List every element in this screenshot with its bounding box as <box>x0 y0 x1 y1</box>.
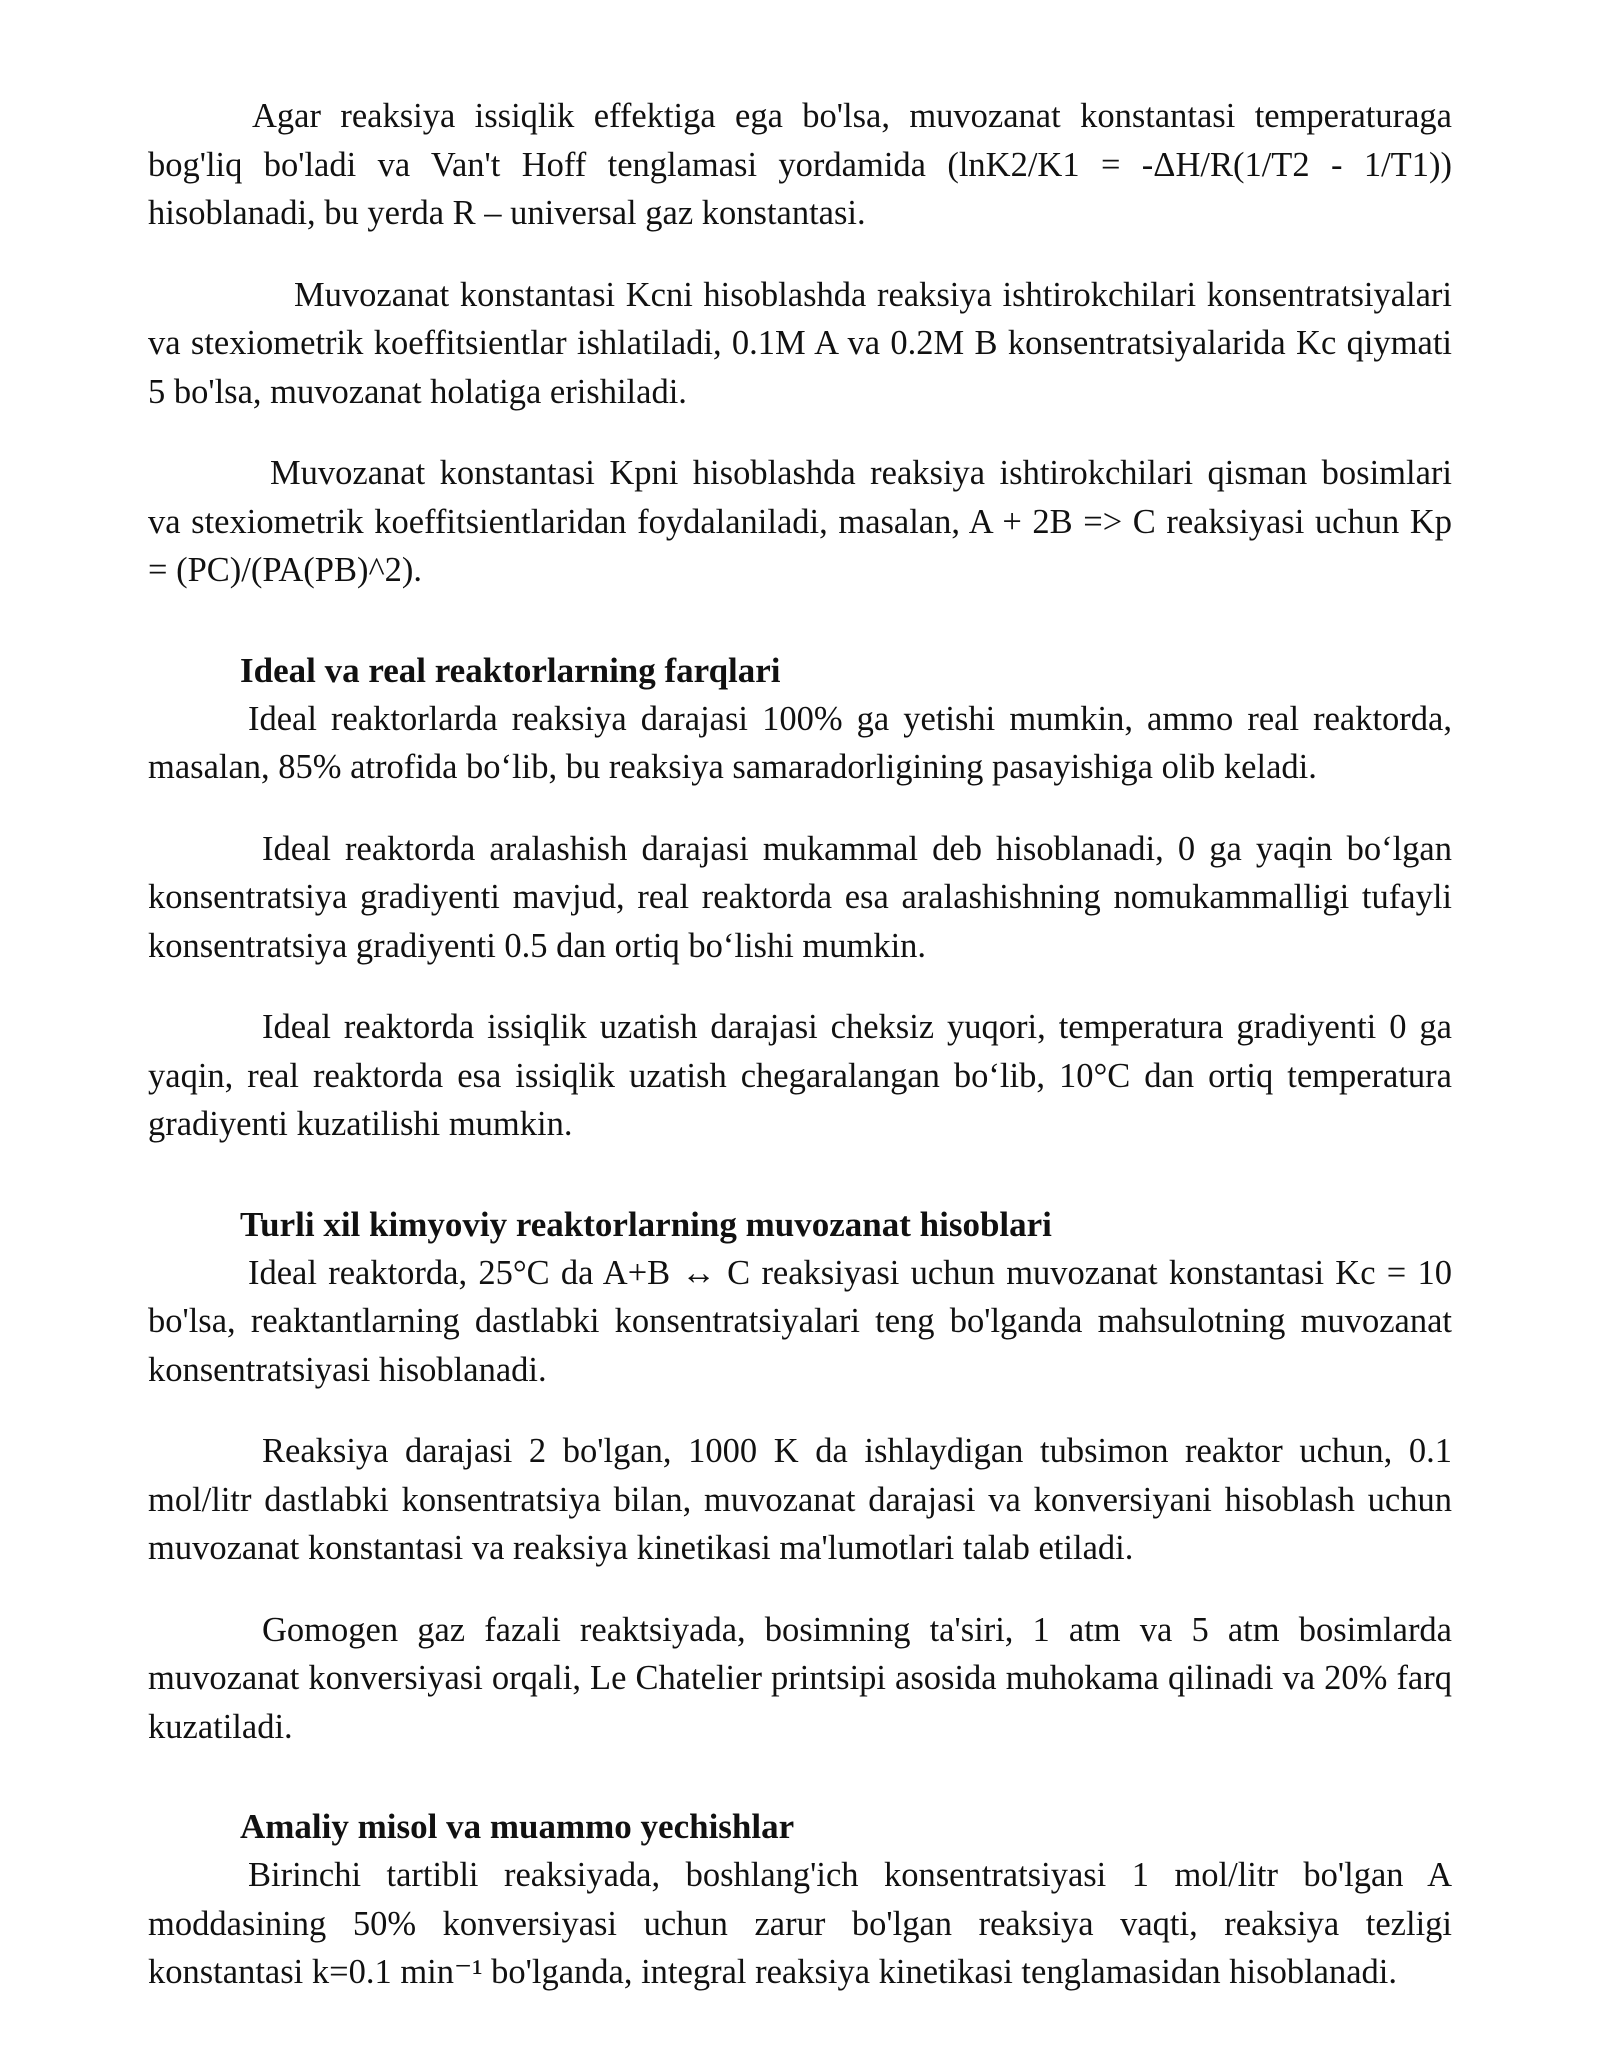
paragraph-ideal-reactor-kc: Ideal reaktorda, 25°C da A+B ↔ C reaksiyasi uchun muvozanat konstantasi Kc = 10 bo'lsa, reaktantlarning dastlabki konsentratsiyalari teng bo'lganda mahsulotning muvozanat konsentratsiyasi hisoblanadi. <box>148 1253 1452 1389</box>
paragraph-pressure-effect: Gomogen gaz fazali reaktsiyada, bosimning ta'siri, 1 atm va 5 atm bosimlarda muvozanat konversiyasi orqali, Le Chatelier printsipi asosida muhokama qilinadi va 20% farq kuzatiladi. <box>148 1610 1452 1746</box>
paragraph-kp: Muvozanat konstantasi Kpni hisoblashda reaksiya ishtirokchilari qisman bosimlari va stexiometrik koeffitsientlaridan foydalaniladi, masalan, A + 2B => C reaksiyasi uchun Kp = (PC)/(PA(PB)^2). <box>148 454 1452 589</box>
heading-equilibrium-calcs: Turli xil kimyoviy reaktorlarning muvozanat hisoblari <box>240 1204 1052 1244</box>
paragraph-first-order: Birinchi tartibli reaksiyada, boshlang'ich konsentratsiyasi 1 mol/litr bo'lgan A moddasining 50% konversiyasi uchun zarur bo'lgan reaksiya vaqti, reaksiya tezligi konstantasi k=0.1 min⁻¹ bo'lganda, integral reaksiya kinetikasi tenglamasidan hisoblanadi. <box>148 1856 1452 1991</box>
paragraph-mixing: Ideal reaktorda aralashish darajasi mukammal deb hisoblanadi, 0 ga yaqin bo‘lgan konsentratsiya gradiyenti mavjud, real reaktorda esa aralashishning nomukammalligi tufayli konsentratsiya gradiyenti 0.5 dan ortiq bo‘lishi mumkin. <box>148 829 1452 965</box>
paragraph-kc: Muvozanat konstantasi Kcni hisoblashda reaksiya ishtirokchilari konsentratsiyalari va stexiometrik koeffitsientlar ishlatiladi, 0.1M A va 0.2M B konsentratsiyalarida Kc qiymati 5 bo'lsa, muvozanat holatiga erishiladi. <box>148 275 1452 411</box>
heading-ideal-real: Ideal va real reaktorlarning farqlari <box>240 650 781 690</box>
paragraph-tubular-reactor: Reaksiya darajasi 2 bo'lgan, 1000 K da ishlaydigan tubsimon reaktor uchun, 0.1 mol/litr dastlabki konsentratsiya bilan, muvozanat darajasi va konversiyani hisoblash uchun muvozanat konstantasi va reaksiya kinetikasi ma'lumotlari talab etiladi. <box>148 1432 1452 1567</box>
heading-practical-example: Amaliy misol va muammo yechishlar <box>240 1807 795 1846</box>
paragraph-reaction-degree: Ideal reaktorlarda reaksiya darajasi 100% ga yetishi mumkin, ammo real reaktorda, masalan, 85% atrofida bo‘lib, bu reaksiya samaradorligining pasayishiga olib keladi. <box>148 699 1452 786</box>
paragraph-vant-hoff: Agar reaksiya issiqlik effektiga ega bo'lsa, muvozanat konstantasi temperaturaga bog'liq bo'ladi va Van't Hoff tenglamasi yordamida (lnK2/K1 = -ΔH/R(1/T2 - 1/T1)) hisoblanadi, bu yerda R – universal gaz konstantasi. <box>148 97 1452 232</box>
paragraph-heat-transfer: Ideal reaktorda issiqlik uzatish darajasi cheksiz yuqori, temperatura gradiyenti 0 ga yaqin, real reaktorda esa issiqlik uzatish chegaralangan bo‘lib, 10°C dan ortiq temperatura gradiyenti kuzatilishi mumkin. <box>148 1008 1452 1143</box>
document-page <box>148 92 1452 2030</box>
